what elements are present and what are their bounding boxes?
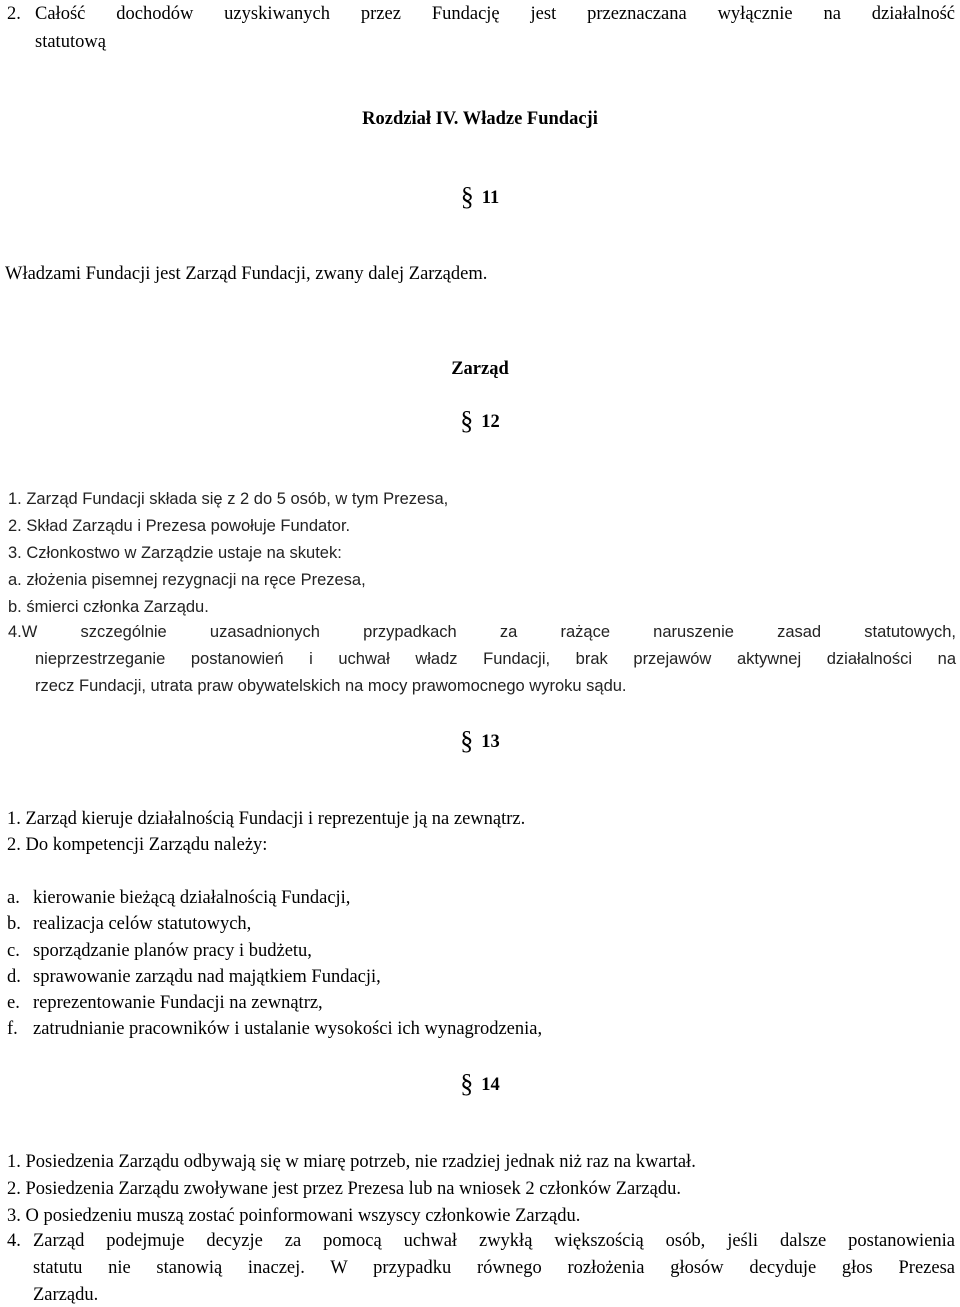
s14-item-4-number: 4. — [7, 1231, 21, 1251]
top-item-line-2: statutową — [35, 32, 106, 52]
zarzad-heading: Zarząd — [451, 359, 509, 379]
s12-item-a: a. złożenia pisemnej rezygnacji na ręce Prezesa, — [8, 571, 366, 589]
s12-item-1: 1. Zarząd Fundacji składa się z 2 do 5 osób, w tym Prezesa, — [8, 490, 449, 508]
top-item-line-1: Całość dochodów uzyskiwanych przez Fundację jest przeznaczana wyłącznie na działalność — [35, 4, 955, 24]
list-text: reprezentowanie Fundacji na zewnątrz, — [33, 993, 323, 1013]
section-14-heading — [0, 1071, 960, 1098]
s13-item-1: 1. Zarząd kieruje działalnością Fundacji i reprezentuje ją na zewnątrz. — [7, 809, 526, 829]
s14-item-4-line-2: statutu nie stanowią inaczej. W przypadku równego rozłożenia głosów decyduje głos Prezesa — [33, 1258, 955, 1278]
list-label: c. — [7, 941, 20, 961]
s12-item-3: 3. Członkostwo w Zarządzie ustaje na skutek: — [8, 544, 342, 562]
section-11-heading — [0, 184, 960, 211]
section-number: 14 — [481, 1075, 500, 1095]
competence-f — [7, 1017, 542, 1041]
top-item-number: 2. — [7, 4, 21, 24]
competence-e — [7, 991, 323, 1015]
paragraph-sign-icon: § — [460, 182, 474, 211]
paragraph-sign-icon: § — [460, 726, 474, 755]
s12-item-b: b. śmierci członka Zarządu. — [8, 598, 209, 616]
list-text: sprawowanie zarządu nad majątkiem Fundacji, — [33, 967, 381, 987]
section-13-heading — [0, 728, 960, 755]
paragraph-sign-icon: § — [460, 406, 474, 435]
list-label: f. — [7, 1019, 18, 1039]
list-label: d. — [7, 967, 21, 987]
section-number: 13 — [481, 732, 500, 752]
s12-item-4-line-1: 4.W szczególnie uzasadnionych przypadkach za rażące naruszenie zasad statutowych, — [8, 623, 956, 641]
competence-d — [7, 965, 381, 989]
section-number: 11 — [481, 188, 500, 208]
list-text: zatrudnianie pracowników i ustalanie wysokości ich wynagrodzenia, — [33, 1019, 543, 1039]
competence-c — [7, 939, 312, 963]
s14-item-4-line-3: Zarządu. — [33, 1285, 99, 1305]
s14-item-4-line-1: Zarząd podejmuje decyzje za pomocą uchwał zwykłą większością osób, jeśli dalsze postanowienia — [33, 1231, 955, 1251]
paragraph-sign-icon: § — [460, 1069, 474, 1098]
s14-item-2: 2. Posiedzenia Zarządu zwoływane jest przez Prezesa lub na wniosek 2 członków Zarządu. — [7, 1179, 681, 1199]
s12-item-4-line-3: rzecz Fundacji, utrata praw obywatelskich na mocy prawomocnego wyroku sądu. — [35, 677, 627, 695]
list-label: b. — [7, 914, 21, 934]
s14-item-1: 1. Posiedzenia Zarządu odbywają się w miarę potrzeb, nie rzadziej jednak niż raz na kwartał. — [7, 1152, 696, 1172]
section-12-heading — [0, 408, 960, 435]
competence-a — [7, 886, 350, 910]
s12-item-2: 2. Skład Zarządu i Prezesa powołuje Fundator. — [8, 517, 351, 535]
list-text: sporządzanie planów pracy i budżetu, — [33, 941, 312, 961]
s13-item-2: 2. Do kompetencji Zarządu należy: — [7, 835, 268, 855]
s14-item-3: 3. O posiedzeniu muszą zostać poinformowani wszyscy członkowie Zarządu. — [7, 1206, 581, 1226]
section-11-text: Władzami Fundacji jest Zarząd Fundacji, zwany dalej Zarządem. — [5, 264, 488, 284]
section-number: 12 — [481, 412, 500, 432]
chapter-title: Rozdział IV. Władze Fundacji — [362, 109, 598, 129]
s12-item-4-line-2: nieprzestrzeganie postanowień i uchwał władz Fundacji, brak przejawów aktywnej działalności na — [35, 650, 956, 668]
competence-b — [7, 912, 251, 936]
list-label: a. — [7, 888, 20, 908]
list-label: e. — [7, 993, 20, 1013]
list-text: realizacja celów statutowych, — [33, 914, 252, 934]
list-text: kierowanie bieżącą działalnością Fundacji, — [33, 888, 351, 908]
